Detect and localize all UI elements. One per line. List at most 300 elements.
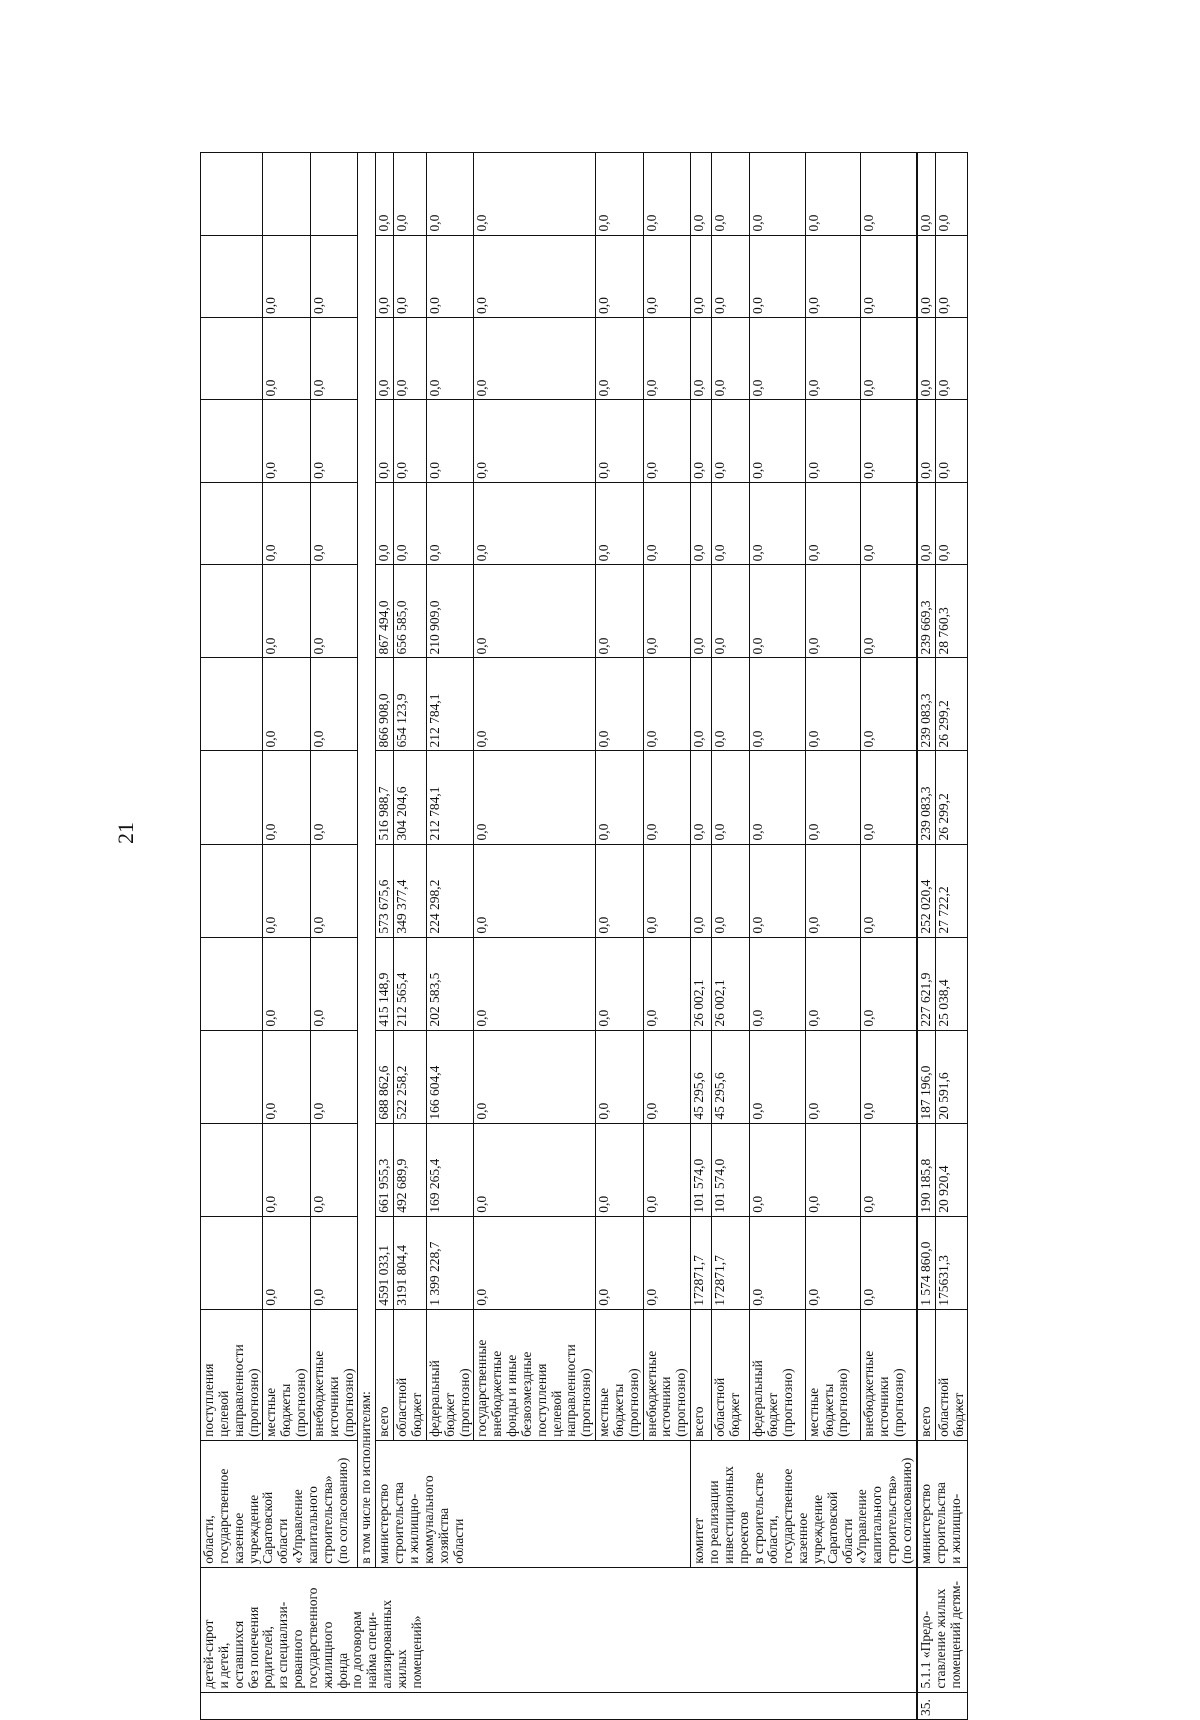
value-cell-12-text: 0,0 — [394, 214, 410, 232]
value-cell-5 — [263, 751, 311, 844]
value-cell-4 — [805, 844, 861, 937]
value-cell-12 — [917, 153, 935, 236]
value-cell-0-text: 1 399 228,7 — [426, 1241, 442, 1306]
value-cell-5-text: 0,0 — [263, 823, 279, 841]
value-cell-8 — [750, 482, 806, 564]
value-cell-0-text: 1 574 860,0 — [917, 1241, 933, 1306]
value-cell-0 — [310, 1216, 358, 1309]
value-cell-8-text: 0,0 — [310, 544, 326, 562]
value-cell-9 — [711, 400, 749, 482]
table-row-note — [358, 153, 376, 1720]
measure-name — [917, 1567, 968, 1692]
value-cell-8-text: 0,0 — [376, 544, 392, 562]
value-cell-11-text: 0,0 — [861, 297, 877, 314]
value-cell-6-text: 0,0 — [711, 730, 727, 748]
value-cell-2 — [201, 1030, 263, 1123]
value-cell-12-text: 0,0 — [711, 214, 727, 232]
value-cell-8-text: 0,0 — [691, 544, 707, 562]
value-cell-4 — [426, 844, 474, 937]
value-cell-9-text: 0,0 — [310, 462, 326, 479]
value-cell-12 — [426, 153, 474, 236]
table-body — [201, 153, 968, 1720]
budget-table — [200, 152, 968, 1720]
value-cell-0-text: 0,0 — [596, 1288, 612, 1306]
value-cell-6 — [376, 658, 394, 751]
value-cell-1 — [805, 1123, 861, 1216]
value-cell-12 — [750, 153, 806, 236]
value-cell-2 — [310, 1030, 358, 1123]
value-cell-9 — [861, 400, 917, 482]
value-cell-0-text: 0,0 — [263, 1288, 279, 1306]
value-cell-3-text: 227 621,9 — [917, 972, 933, 1027]
value-cell-1 — [201, 1123, 263, 1216]
value-cell-3-text: 25 038,4 — [935, 979, 951, 1027]
value-cell-4 — [861, 844, 917, 937]
value-cell-5 — [426, 751, 474, 844]
value-cell-3-text: 26 002,1 — [691, 979, 707, 1027]
value-cell-6 — [935, 658, 968, 751]
value-cell-8 — [474, 482, 596, 564]
value-cell-8-text: 0,0 — [474, 544, 490, 562]
value-cell-4 — [201, 844, 263, 937]
value-cell-3 — [376, 937, 394, 1030]
value-cell-12-text: 0,0 — [805, 214, 821, 232]
value-cell-1 — [750, 1123, 806, 1216]
value-cell-9 — [643, 400, 691, 482]
value-cell-5 — [917, 751, 935, 844]
executor-name — [691, 1440, 917, 1567]
value-cell-9-text: 0,0 — [805, 462, 821, 479]
value-cell-9 — [376, 400, 394, 482]
value-cell-10 — [201, 317, 263, 399]
value-cell-2 — [861, 1030, 917, 1123]
value-cell-2 — [917, 1030, 935, 1123]
value-cell-10 — [596, 317, 644, 399]
value-cell-11 — [805, 235, 861, 317]
value-cell-3 — [711, 937, 749, 1030]
value-cell-8-text: 0,0 — [935, 544, 951, 562]
value-cell-11 — [310, 235, 358, 317]
value-cell-9-text: 0,0 — [263, 462, 279, 479]
value-cell-8 — [426, 482, 474, 564]
value-cell-7 — [596, 565, 644, 658]
value-cell-7-text: 0,0 — [805, 637, 821, 655]
value-cell-8-text: 0,0 — [711, 544, 727, 562]
value-cell-5-text: 0,0 — [805, 823, 821, 841]
value-cell-12-text: 0,0 — [426, 214, 442, 232]
value-cell-8 — [310, 482, 358, 564]
value-cell-3-text: 0,0 — [805, 1009, 821, 1027]
value-cell-12-text: 0,0 — [917, 214, 933, 232]
value-cell-5 — [596, 751, 644, 844]
value-cell-10-text: 0,0 — [935, 379, 951, 397]
value-cell-8-text: 0,0 — [917, 544, 933, 562]
value-cell-4-text: 0,0 — [750, 916, 766, 934]
value-cell-3 — [310, 937, 358, 1030]
value-cell-11 — [643, 235, 691, 317]
funding-source-text: местные бюджеты (прогнозно) — [596, 1368, 641, 1437]
rotated-table-container — [200, 120, 1100, 1720]
value-cell-7-text: 0,0 — [596, 637, 612, 655]
funding-source — [691, 1309, 712, 1440]
value-cell-10-text: 0,0 — [917, 379, 933, 397]
value-cell-0 — [861, 1216, 917, 1309]
value-cell-1-text: 20 920,4 — [935, 1165, 951, 1213]
value-cell-0-text: 172871,7 — [711, 1255, 727, 1306]
value-cell-9-text: 0,0 — [426, 462, 442, 479]
value-cell-2 — [805, 1030, 861, 1123]
value-cell-2-text: 45 295,6 — [691, 1072, 707, 1120]
value-cell-2-text: 0,0 — [263, 1102, 279, 1120]
value-cell-4-text: 349 377,4 — [394, 879, 410, 934]
value-cell-10 — [376, 317, 394, 399]
value-cell-12 — [394, 153, 427, 236]
value-cell-7 — [750, 565, 806, 658]
value-cell-5-text: 0,0 — [474, 823, 490, 841]
value-cell-6-text: 0,0 — [310, 730, 326, 748]
value-cell-6 — [394, 658, 427, 751]
value-cell-0 — [596, 1216, 644, 1309]
funding-source — [861, 1309, 917, 1440]
funding-source — [201, 1309, 263, 1440]
value-cell-0 — [750, 1216, 806, 1309]
value-cell-6 — [474, 658, 596, 751]
value-cell-4-text: 224 298,2 — [426, 879, 442, 934]
value-cell-5-text: 0,0 — [711, 823, 727, 841]
value-cell-4 — [376, 844, 394, 937]
value-cell-2-text: 166 604,4 — [426, 1065, 442, 1120]
value-cell-8-text: 0,0 — [394, 544, 410, 562]
value-cell-3 — [750, 937, 806, 1030]
value-cell-7-text: 239 669,3 — [917, 600, 933, 655]
funding-source-text: внебюджетные источники (прогнозно) — [310, 1350, 356, 1437]
value-cell-11-text: 0,0 — [263, 297, 279, 314]
row-number — [201, 1692, 917, 1719]
value-cell-8 — [263, 482, 311, 564]
value-cell-11 — [201, 235, 263, 317]
value-cell-12-text: 0,0 — [861, 214, 877, 232]
value-cell-9 — [917, 400, 935, 482]
value-cell-12 — [711, 153, 749, 236]
value-cell-10-text: 0,0 — [474, 379, 490, 397]
value-cell-11 — [691, 235, 712, 317]
value-cell-11-text: 0,0 — [935, 297, 951, 314]
value-cell-1-text: 0,0 — [750, 1195, 766, 1213]
value-cell-3-text: 0,0 — [263, 1009, 279, 1027]
value-cell-12-text: 0,0 — [596, 214, 612, 232]
value-cell-8 — [376, 482, 394, 564]
value-cell-9-text: 0,0 — [711, 462, 727, 479]
value-cell-11 — [474, 235, 596, 317]
value-cell-7 — [643, 565, 691, 658]
value-cell-0-text: 175631,3 — [935, 1255, 951, 1306]
executor-name — [201, 1440, 358, 1567]
value-cell-9 — [426, 400, 474, 482]
value-cell-1-text: 0,0 — [474, 1195, 490, 1213]
funding-source — [426, 1309, 474, 1440]
value-cell-7 — [861, 565, 917, 658]
value-cell-1 — [596, 1123, 644, 1216]
value-cell-12-text: 0,0 — [750, 214, 766, 232]
row-number — [917, 1692, 968, 1719]
value-cell-5 — [861, 751, 917, 844]
value-cell-8 — [935, 482, 968, 564]
executor-name — [376, 1440, 691, 1567]
value-cell-11-text: 0,0 — [310, 297, 326, 314]
value-cell-4-text: 0,0 — [643, 916, 659, 934]
value-cell-11 — [376, 235, 394, 317]
executor-name-text: области, государственное казенное учреждение Саратовской области «Управление капитального строительства» (по согласованию) — [201, 1457, 350, 1564]
value-cell-3-text: 0,0 — [310, 1009, 326, 1027]
value-cell-3 — [596, 937, 644, 1030]
funding-source — [310, 1309, 358, 1440]
value-cell-1-text: 0,0 — [263, 1195, 279, 1213]
value-cell-5 — [750, 751, 806, 844]
value-cell-1 — [691, 1123, 712, 1216]
value-cell-5 — [201, 751, 263, 844]
value-cell-5 — [935, 751, 968, 844]
value-cell-4 — [935, 844, 968, 937]
value-cell-4 — [596, 844, 644, 937]
value-cell-11-text: 0,0 — [474, 297, 490, 314]
value-cell-3-text: 415 148,9 — [376, 972, 392, 1027]
value-cell-10-text: 0,0 — [426, 379, 442, 397]
value-cell-12 — [310, 153, 358, 236]
value-cell-1-text: 190 185,8 — [917, 1158, 933, 1213]
value-cell-0-text: 172871,7 — [691, 1255, 707, 1306]
value-cell-6 — [805, 658, 861, 751]
value-cell-9-text: 0,0 — [596, 462, 612, 479]
value-cell-4-text: 0,0 — [805, 916, 821, 934]
value-cell-1 — [935, 1123, 968, 1216]
value-cell-2-text: 0,0 — [474, 1102, 490, 1120]
value-cell-10 — [711, 317, 749, 399]
value-cell-5-text: 304 204,6 — [394, 786, 410, 841]
value-cell-4 — [394, 844, 427, 937]
value-cell-7-text: 210 909,0 — [426, 600, 442, 655]
value-cell-9 — [263, 400, 311, 482]
value-cell-5-text: 0,0 — [861, 823, 877, 841]
value-cell-8 — [643, 482, 691, 564]
value-cell-9-text: 0,0 — [394, 462, 410, 479]
funding-source — [643, 1309, 691, 1440]
value-cell-0-text: 0,0 — [861, 1288, 877, 1306]
measure-name-text: 5.1.1 «Предо- ставление жилых помещений детям- — [917, 1580, 963, 1689]
value-cell-6-text: 0,0 — [263, 730, 279, 748]
value-cell-3-text: 26 002,1 — [711, 979, 727, 1027]
value-cell-7-text: 0,0 — [310, 637, 326, 655]
value-cell-6-text: 0,0 — [750, 730, 766, 748]
value-cell-11-text: 0,0 — [376, 297, 392, 314]
table-stage — [200, 120, 1100, 1720]
value-cell-4-text: 0,0 — [711, 916, 727, 934]
value-cell-8 — [691, 482, 712, 564]
value-cell-0 — [376, 1216, 394, 1309]
value-cell-11-text: 0,0 — [394, 297, 410, 314]
value-cell-2 — [643, 1030, 691, 1123]
executor-name-text: министерство строительства и жилищно- коммунального хозяйства области — [376, 1475, 466, 1564]
funding-source — [935, 1309, 968, 1440]
value-cell-10 — [263, 317, 311, 399]
value-cell-9-text: 0,0 — [917, 462, 933, 479]
executors-note-text: в том числе по исполнителям: — [358, 1391, 374, 1564]
value-cell-11-text: 0,0 — [691, 297, 707, 314]
value-cell-12-text: 0,0 — [643, 214, 659, 232]
value-cell-9-text: 0,0 — [474, 462, 490, 479]
value-cell-8 — [805, 482, 861, 564]
value-cell-9 — [805, 400, 861, 482]
value-cell-5 — [711, 751, 749, 844]
value-cell-1-text: 0,0 — [861, 1195, 877, 1213]
value-cell-4-text: 573 675,6 — [376, 879, 392, 934]
value-cell-2 — [376, 1030, 394, 1123]
value-cell-4-text: 0,0 — [310, 916, 326, 934]
value-cell-2 — [596, 1030, 644, 1123]
value-cell-12-text: 0,0 — [376, 214, 392, 232]
value-cell-9-text: 0,0 — [691, 462, 707, 479]
value-cell-10-text: 0,0 — [643, 379, 659, 397]
value-cell-1-text: 492 689,9 — [394, 1158, 410, 1213]
value-cell-10 — [691, 317, 712, 399]
value-cell-12-text: 0,0 — [474, 214, 490, 232]
value-cell-4-text: 252 020,4 — [917, 879, 933, 934]
value-cell-3-text: 0,0 — [643, 1009, 659, 1027]
value-cell-7 — [394, 565, 427, 658]
value-cell-8 — [394, 482, 427, 564]
value-cell-11-text: 0,0 — [917, 297, 933, 314]
value-cell-12 — [376, 153, 394, 236]
value-cell-6-text: 212 784,1 — [426, 693, 442, 748]
value-cell-1-text: 0,0 — [310, 1195, 326, 1213]
value-cell-6 — [596, 658, 644, 751]
value-cell-0 — [917, 1216, 935, 1309]
value-cell-2-text: 20 591,6 — [935, 1072, 951, 1120]
value-cell-4-text: 0,0 — [263, 916, 279, 934]
value-cell-3 — [935, 937, 968, 1030]
value-cell-10-text: 0,0 — [711, 379, 727, 397]
value-cell-0 — [394, 1216, 427, 1309]
value-cell-11 — [711, 235, 749, 317]
value-cell-5-text: 0,0 — [596, 823, 612, 841]
value-cell-10-text: 0,0 — [394, 379, 410, 397]
value-cell-4 — [917, 844, 935, 937]
value-cell-9-text: 0,0 — [935, 462, 951, 479]
value-cell-11 — [263, 235, 311, 317]
value-cell-7 — [201, 565, 263, 658]
funding-source — [376, 1309, 394, 1440]
value-cell-8-text: 0,0 — [750, 544, 766, 562]
value-cell-1-text: 661 955,3 — [376, 1158, 392, 1213]
value-cell-6 — [750, 658, 806, 751]
value-cell-6-text: 239 083,3 — [917, 693, 933, 748]
table-row — [201, 153, 263, 1720]
value-cell-1-text: 0,0 — [805, 1195, 821, 1213]
value-cell-8 — [917, 482, 935, 564]
funding-source-text: областной бюджет — [935, 1377, 966, 1437]
value-cell-0 — [426, 1216, 474, 1309]
value-cell-10 — [394, 317, 427, 399]
value-cell-5-text: 0,0 — [643, 823, 659, 841]
value-cell-1-text: 101 574,0 — [691, 1158, 707, 1213]
value-cell-1-text: 101 574,0 — [711, 1158, 727, 1213]
value-cell-1-text: 0,0 — [596, 1195, 612, 1213]
value-cell-9 — [394, 400, 427, 482]
value-cell-10 — [750, 317, 806, 399]
funding-source-text: всего — [917, 1406, 933, 1437]
value-cell-1-text: 0,0 — [643, 1195, 659, 1213]
measure-name — [201, 1567, 917, 1692]
value-cell-11-text: 0,0 — [643, 297, 659, 314]
value-cell-6-text: 0,0 — [596, 730, 612, 748]
value-cell-7 — [711, 565, 749, 658]
value-cell-5 — [376, 751, 394, 844]
value-cell-0 — [201, 1216, 263, 1309]
value-cell-8 — [861, 482, 917, 564]
funding-source-text: местные бюджеты (прогнозно) — [805, 1368, 851, 1437]
table-row — [376, 153, 394, 1720]
value-cell-0 — [643, 1216, 691, 1309]
value-cell-7 — [474, 565, 596, 658]
value-cell-12 — [691, 153, 712, 236]
value-cell-5-text: 212 784,1 — [426, 786, 442, 841]
funding-source — [474, 1309, 596, 1440]
value-cell-2-text: 0,0 — [861, 1102, 877, 1120]
value-cell-9-text: 0,0 — [750, 462, 766, 479]
funding-source — [263, 1309, 311, 1440]
value-cell-8 — [596, 482, 644, 564]
value-cell-2-text: 0,0 — [643, 1102, 659, 1120]
value-cell-7-text: 867 494,0 — [376, 600, 392, 655]
value-cell-11 — [917, 235, 935, 317]
value-cell-6-text: 0,0 — [861, 730, 877, 748]
value-cell-12-text: 0,0 — [691, 214, 707, 232]
value-cell-3 — [201, 937, 263, 1030]
table-row — [917, 153, 935, 1720]
value-cell-3 — [861, 937, 917, 1030]
value-cell-1 — [917, 1123, 935, 1216]
value-cell-0-text: 4591 033,1 — [376, 1245, 392, 1306]
funding-source-text: федеральный бюджет (прогнозно) — [426, 1360, 472, 1437]
value-cell-10 — [805, 317, 861, 399]
value-cell-10-text: 0,0 — [310, 379, 326, 397]
value-cell-6-text: 866 908,0 — [376, 693, 392, 748]
value-cell-8-text: 0,0 — [596, 544, 612, 562]
funding-source-text: областной бюджет — [711, 1377, 742, 1437]
value-cell-8 — [201, 482, 263, 564]
funding-source-text: всего — [691, 1406, 707, 1437]
value-cell-3-text: 0,0 — [474, 1009, 490, 1027]
value-cell-9-text: 0,0 — [376, 462, 392, 479]
funding-source-text: областной бюджет — [394, 1377, 424, 1437]
value-cell-4-text: 27 722,2 — [935, 886, 951, 934]
value-cell-3-text: 212 565,4 — [394, 972, 410, 1027]
value-cell-4-text: 0,0 — [474, 916, 490, 934]
value-cell-2 — [394, 1030, 427, 1123]
value-cell-5-text: 26 299,2 — [935, 793, 951, 841]
value-cell-11-text: 0,0 — [596, 297, 612, 314]
value-cell-1 — [474, 1123, 596, 1216]
value-cell-8-text: 0,0 — [643, 544, 659, 562]
value-cell-11-text: 0,0 — [426, 297, 442, 314]
value-cell-2-text: 0,0 — [750, 1102, 766, 1120]
value-cell-8-text: 0,0 — [805, 544, 821, 562]
value-cell-6-text: 0,0 — [643, 730, 659, 748]
value-cell-10-text: 0,0 — [750, 379, 766, 397]
value-cell-11-text: 0,0 — [750, 297, 766, 314]
value-cell-2 — [263, 1030, 311, 1123]
funding-source-text: федеральный бюджет (прогнозно) — [750, 1360, 795, 1437]
value-cell-3-text: 0,0 — [596, 1009, 612, 1027]
